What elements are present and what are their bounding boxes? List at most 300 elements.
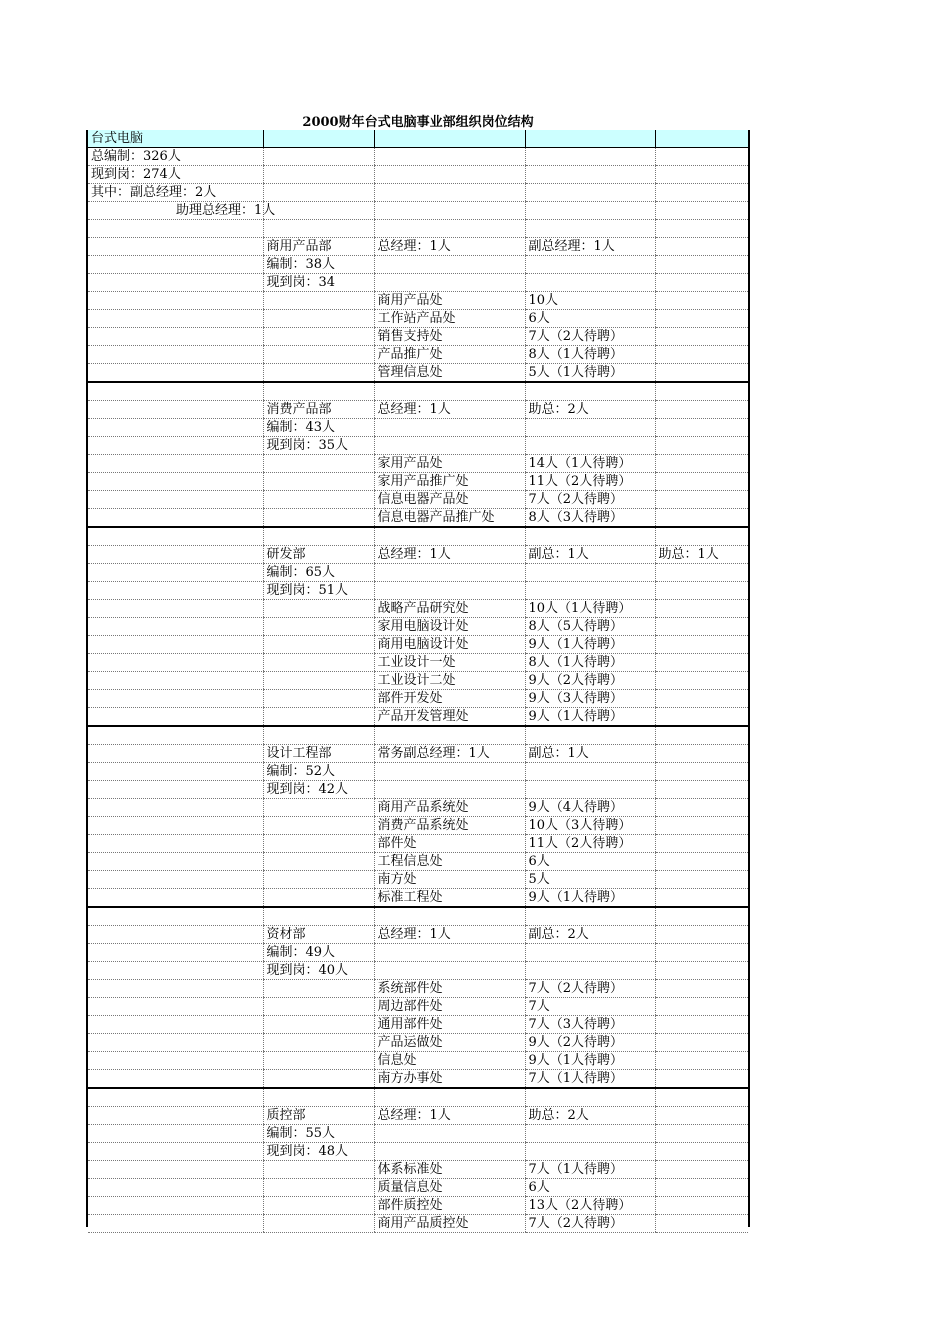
office-headcount: 13人（2人待聘） xyxy=(525,1197,655,1215)
office-headcount: 5人 xyxy=(525,871,655,889)
department-row xyxy=(88,564,748,582)
empty-cell xyxy=(525,781,655,799)
leader-primary: 总经理：1人 xyxy=(374,926,525,944)
office-row xyxy=(88,1016,748,1034)
office-row xyxy=(88,1179,748,1197)
empty-cell xyxy=(88,527,263,546)
empty-cell xyxy=(525,1143,655,1161)
empty-cell xyxy=(655,184,748,202)
empty-cell xyxy=(88,1034,263,1052)
summary-row xyxy=(88,184,748,202)
office-name: 工程信息处 xyxy=(374,853,525,871)
office-name: 商用产品质控处 xyxy=(374,1215,525,1233)
empty-cell xyxy=(655,1034,748,1052)
empty-cell xyxy=(263,726,374,745)
office-name: 商用产品系统处 xyxy=(374,799,525,817)
office-name: 家用电脑设计处 xyxy=(374,618,525,636)
total-staffing: 总编制：326人 xyxy=(88,148,263,166)
office-row xyxy=(88,889,748,908)
empty-cell xyxy=(655,980,748,998)
spacer-row xyxy=(88,1088,748,1107)
empty-cell xyxy=(655,1016,748,1034)
office-row xyxy=(88,1197,748,1215)
office-headcount: 10人（1人待聘） xyxy=(525,600,655,618)
empty-cell xyxy=(263,130,374,148)
empty-cell xyxy=(655,527,748,546)
office-headcount: 10人 xyxy=(525,292,655,310)
department-staffing: 编制：65人 xyxy=(263,564,374,582)
empty-cell xyxy=(655,582,748,600)
empty-cell xyxy=(655,835,748,853)
department-row xyxy=(88,256,748,274)
empty-cell xyxy=(655,166,748,184)
empty-cell xyxy=(88,382,263,401)
empty-cell xyxy=(374,202,525,220)
office-headcount: 7人 xyxy=(525,998,655,1016)
department-row xyxy=(88,1125,748,1143)
empty-cell xyxy=(88,455,263,473)
empty-cell xyxy=(374,130,525,148)
department-row xyxy=(88,419,748,437)
empty-cell xyxy=(655,473,748,491)
empty-cell xyxy=(525,1125,655,1143)
empty-cell xyxy=(655,419,748,437)
empty-cell xyxy=(525,166,655,184)
empty-cell xyxy=(263,509,374,528)
leader-secondary: 副总：1人 xyxy=(525,546,655,564)
empty-cell xyxy=(655,799,748,817)
empty-cell xyxy=(655,636,748,654)
empty-cell xyxy=(655,382,748,401)
empty-cell xyxy=(655,220,748,238)
office-name: 信息处 xyxy=(374,1052,525,1070)
leader-secondary: 助总：2人 xyxy=(525,1107,655,1125)
empty-cell xyxy=(88,636,263,654)
empty-cell xyxy=(374,220,525,238)
empty-cell xyxy=(374,527,525,546)
empty-cell xyxy=(525,944,655,962)
department-name: 商用产品部 xyxy=(263,238,374,256)
empty-cell xyxy=(88,726,263,745)
empty-cell xyxy=(88,817,263,835)
empty-cell xyxy=(263,491,374,509)
empty-cell xyxy=(374,763,525,781)
office-headcount: 7人（1人待聘） xyxy=(525,1161,655,1179)
office-name: 战略产品研究处 xyxy=(374,600,525,618)
empty-cell xyxy=(263,184,374,202)
empty-cell xyxy=(655,944,748,962)
empty-cell xyxy=(88,564,263,582)
empty-cell xyxy=(655,1070,748,1089)
empty-cell xyxy=(88,491,263,509)
department-row xyxy=(88,401,748,419)
empty-cell xyxy=(88,708,263,727)
office-row xyxy=(88,799,748,817)
empty-cell xyxy=(88,1125,263,1143)
empty-cell xyxy=(525,202,655,220)
empty-cell xyxy=(655,130,748,148)
office-row xyxy=(88,509,748,528)
department-row xyxy=(88,926,748,944)
office-name: 部件处 xyxy=(374,835,525,853)
empty-cell xyxy=(88,419,263,437)
empty-cell xyxy=(88,600,263,618)
office-row xyxy=(88,980,748,998)
empty-cell xyxy=(655,564,748,582)
office-row xyxy=(88,618,748,636)
empty-cell xyxy=(263,636,374,654)
department-onboard: 现到岗：51人 xyxy=(263,582,374,600)
empty-cell xyxy=(655,491,748,509)
empty-cell xyxy=(88,1143,263,1161)
spacer-row xyxy=(88,907,748,926)
empty-cell xyxy=(263,1197,374,1215)
empty-cell xyxy=(525,527,655,546)
office-name: 部件质控处 xyxy=(374,1197,525,1215)
office-name: 家用产品推广处 xyxy=(374,473,525,491)
office-headcount: 7人（1人待聘） xyxy=(525,1070,655,1089)
empty-cell xyxy=(525,726,655,745)
empty-cell xyxy=(88,1070,263,1089)
office-row xyxy=(88,1052,748,1070)
empty-cell xyxy=(374,582,525,600)
empty-cell xyxy=(525,1088,655,1107)
vice-gm-count: 其中：副总经理：2人 xyxy=(88,184,263,202)
leader-tertiary: 助总：1人 xyxy=(655,546,748,564)
empty-cell xyxy=(374,726,525,745)
empty-cell xyxy=(655,708,748,727)
office-row xyxy=(88,853,748,871)
empty-cell xyxy=(88,582,263,600)
office-name: 管理信息处 xyxy=(374,364,525,383)
office-row xyxy=(88,672,748,690)
office-headcount: 9人（1人待聘） xyxy=(525,889,655,908)
empty-cell xyxy=(374,1088,525,1107)
empty-cell xyxy=(655,256,748,274)
empty-cell xyxy=(655,962,748,980)
department-row xyxy=(88,763,748,781)
empty-cell xyxy=(263,1052,374,1070)
empty-cell xyxy=(263,708,374,727)
empty-cell xyxy=(525,582,655,600)
empty-cell xyxy=(88,654,263,672)
department-name: 研发部 xyxy=(263,546,374,564)
empty-cell xyxy=(525,220,655,238)
leader-tertiary xyxy=(655,926,748,944)
empty-cell xyxy=(655,726,748,745)
empty-cell xyxy=(88,871,263,889)
department-name: 质控部 xyxy=(263,1107,374,1125)
office-name: 质量信息处 xyxy=(374,1179,525,1197)
empty-cell xyxy=(374,962,525,980)
office-headcount: 8人（5人待聘） xyxy=(525,618,655,636)
empty-cell xyxy=(263,799,374,817)
empty-cell xyxy=(263,600,374,618)
office-row xyxy=(88,690,748,708)
office-name: 体系标准处 xyxy=(374,1161,525,1179)
leader-tertiary xyxy=(655,401,748,419)
empty-cell xyxy=(655,618,748,636)
empty-cell xyxy=(88,1161,263,1179)
department-name: 资材部 xyxy=(263,926,374,944)
total-onboard: 现到岗：274人 xyxy=(88,166,263,184)
empty-cell xyxy=(88,763,263,781)
office-name: 商用产品处 xyxy=(374,292,525,310)
empty-cell xyxy=(88,1052,263,1070)
summary-row xyxy=(88,202,748,220)
office-headcount: 8人（1人待聘） xyxy=(525,346,655,364)
department-name: 消费产品部 xyxy=(263,401,374,419)
empty-cell xyxy=(88,944,263,962)
department-row xyxy=(88,582,748,600)
office-name: 产品运做处 xyxy=(374,1034,525,1052)
office-headcount: 6人 xyxy=(525,310,655,328)
empty-cell xyxy=(374,256,525,274)
department-name: 设计工程部 xyxy=(263,745,374,763)
empty-cell xyxy=(263,1034,374,1052)
empty-cell xyxy=(655,1197,748,1215)
office-headcount: 7人（2人待聘） xyxy=(525,328,655,346)
spacer-row xyxy=(88,527,748,546)
empty-cell xyxy=(655,1125,748,1143)
office-name: 家用产品处 xyxy=(374,455,525,473)
office-row xyxy=(88,600,748,618)
assistant-gm-count: 助理总经理：1人 xyxy=(88,202,263,220)
office-row xyxy=(88,328,748,346)
office-name: 商用电脑设计处 xyxy=(374,636,525,654)
empty-cell xyxy=(88,256,263,274)
empty-cell xyxy=(655,690,748,708)
office-row xyxy=(88,473,748,491)
office-name: 南方处 xyxy=(374,871,525,889)
empty-cell xyxy=(655,455,748,473)
department-onboard: 现到岗：42人 xyxy=(263,781,374,799)
empty-cell xyxy=(263,618,374,636)
empty-cell xyxy=(88,672,263,690)
office-row xyxy=(88,310,748,328)
empty-cell xyxy=(655,148,748,166)
empty-cell xyxy=(655,907,748,926)
empty-cell xyxy=(263,889,374,908)
department-row xyxy=(88,745,748,763)
empty-cell xyxy=(88,220,263,238)
department-onboard: 现到岗：34 xyxy=(263,274,374,292)
empty-cell xyxy=(263,328,374,346)
department-staffing: 编制：38人 xyxy=(263,256,374,274)
empty-cell xyxy=(374,437,525,455)
department-staffing: 编制：55人 xyxy=(263,1125,374,1143)
office-name: 信息电器产品处 xyxy=(374,491,525,509)
office-row xyxy=(88,364,748,383)
empty-cell xyxy=(655,310,748,328)
leader-tertiary xyxy=(655,238,748,256)
office-row xyxy=(88,1215,748,1233)
empty-cell xyxy=(374,382,525,401)
empty-cell xyxy=(655,292,748,310)
leader-secondary: 副总：2人 xyxy=(525,926,655,944)
department-onboard: 现到岗：40人 xyxy=(263,962,374,980)
empty-cell xyxy=(263,473,374,491)
empty-cell xyxy=(374,274,525,292)
empty-cell xyxy=(263,871,374,889)
office-name: 标准工程处 xyxy=(374,889,525,908)
empty-cell xyxy=(525,382,655,401)
office-name: 周边部件处 xyxy=(374,998,525,1016)
office-headcount: 11人（2人待聘） xyxy=(525,473,655,491)
leader-secondary: 副总经理：1人 xyxy=(525,238,655,256)
office-row xyxy=(88,998,748,1016)
empty-cell xyxy=(263,998,374,1016)
empty-cell xyxy=(374,564,525,582)
empty-cell xyxy=(655,1143,748,1161)
leader-primary: 总经理：1人 xyxy=(374,238,525,256)
empty-cell xyxy=(88,292,263,310)
department-row xyxy=(88,437,748,455)
department-staffing: 编制：43人 xyxy=(263,419,374,437)
office-row xyxy=(88,708,748,727)
empty-cell xyxy=(374,419,525,437)
department-row xyxy=(88,944,748,962)
empty-cell xyxy=(263,382,374,401)
department-row xyxy=(88,546,748,564)
sheet-title: 2000财年台式电脑事业部组织岗位结构 xyxy=(302,115,534,130)
office-headcount: 5人（1人待聘） xyxy=(525,364,655,383)
empty-cell xyxy=(88,926,263,944)
office-headcount: 9人（4人待聘） xyxy=(525,799,655,817)
leader-secondary: 助总：2人 xyxy=(525,401,655,419)
empty-cell xyxy=(88,1215,263,1233)
empty-cell xyxy=(525,564,655,582)
empty-cell xyxy=(263,980,374,998)
office-row xyxy=(88,1070,748,1089)
empty-cell xyxy=(374,781,525,799)
leader-tertiary xyxy=(655,745,748,763)
empty-cell xyxy=(88,745,263,763)
office-row xyxy=(88,817,748,835)
empty-cell xyxy=(655,346,748,364)
empty-cell xyxy=(655,871,748,889)
empty-cell xyxy=(655,1215,748,1233)
office-row xyxy=(88,835,748,853)
empty-cell xyxy=(374,944,525,962)
empty-cell xyxy=(263,1016,374,1034)
spacer-row xyxy=(88,220,748,238)
empty-cell xyxy=(525,130,655,148)
empty-cell xyxy=(88,401,263,419)
empty-cell xyxy=(655,437,748,455)
office-headcount: 7人（2人待聘） xyxy=(525,980,655,998)
empty-cell xyxy=(525,274,655,292)
office-name: 部件开发处 xyxy=(374,690,525,708)
empty-cell xyxy=(525,763,655,781)
empty-cell xyxy=(88,781,263,799)
office-name: 产品推广处 xyxy=(374,346,525,364)
empty-cell xyxy=(88,907,263,926)
empty-cell xyxy=(374,184,525,202)
empty-cell xyxy=(263,1070,374,1089)
empty-cell xyxy=(88,274,263,292)
empty-cell xyxy=(374,166,525,184)
empty-cell xyxy=(655,817,748,835)
empty-cell xyxy=(655,853,748,871)
empty-cell xyxy=(525,437,655,455)
office-name: 工业设计二处 xyxy=(374,672,525,690)
empty-cell xyxy=(263,835,374,853)
empty-cell xyxy=(655,1161,748,1179)
department-row xyxy=(88,962,748,980)
empty-cell xyxy=(655,202,748,220)
office-headcount: 6人 xyxy=(525,1179,655,1197)
leader-tertiary xyxy=(655,1107,748,1125)
office-row xyxy=(88,871,748,889)
empty-cell xyxy=(655,1052,748,1070)
office-headcount: 14人（1人待聘） xyxy=(525,455,655,473)
empty-cell xyxy=(263,527,374,546)
office-row xyxy=(88,654,748,672)
office-name: 通用部件处 xyxy=(374,1016,525,1034)
department-staffing: 编制：52人 xyxy=(263,763,374,781)
empty-cell xyxy=(374,907,525,926)
office-headcount: 9人（1人待聘） xyxy=(525,636,655,654)
empty-cell xyxy=(655,781,748,799)
empty-cell xyxy=(263,455,374,473)
empty-cell xyxy=(263,907,374,926)
office-headcount: 8人（1人待聘） xyxy=(525,654,655,672)
office-headcount: 8人（3人待聘） xyxy=(525,509,655,528)
office-row xyxy=(88,1161,748,1179)
department-staffing: 编制：49人 xyxy=(263,944,374,962)
leader-secondary: 副总：1人 xyxy=(525,745,655,763)
empty-cell xyxy=(88,509,263,528)
org-table xyxy=(88,130,748,1233)
empty-cell xyxy=(263,1215,374,1233)
empty-cell xyxy=(88,238,263,256)
empty-cell xyxy=(263,690,374,708)
empty-cell xyxy=(88,1179,263,1197)
office-row xyxy=(88,636,748,654)
spacer-row xyxy=(88,382,748,401)
office-name: 消费产品系统处 xyxy=(374,817,525,835)
summary-row xyxy=(88,148,748,166)
empty-cell xyxy=(88,690,263,708)
empty-cell xyxy=(655,889,748,908)
empty-cell xyxy=(525,184,655,202)
empty-cell xyxy=(88,364,263,383)
empty-cell xyxy=(88,835,263,853)
spacer-row xyxy=(88,726,748,745)
office-headcount: 9人（1人待聘） xyxy=(525,1052,655,1070)
org-sheet xyxy=(86,130,750,1231)
office-headcount: 7人（2人待聘） xyxy=(525,491,655,509)
office-row xyxy=(88,1034,748,1052)
leader-primary: 常务副总经理：1人 xyxy=(374,745,525,763)
empty-cell xyxy=(525,419,655,437)
division-name: 台式电脑 xyxy=(88,130,263,148)
empty-cell xyxy=(525,907,655,926)
office-row xyxy=(88,292,748,310)
department-row xyxy=(88,1143,748,1161)
empty-cell xyxy=(655,654,748,672)
empty-cell xyxy=(88,1107,263,1125)
empty-cell xyxy=(374,1143,525,1161)
office-row xyxy=(88,346,748,364)
office-headcount: 7人（3人待聘） xyxy=(525,1016,655,1034)
empty-cell xyxy=(655,1088,748,1107)
empty-cell xyxy=(88,1197,263,1215)
office-headcount: 10人（3人待聘） xyxy=(525,817,655,835)
leader-primary: 总经理：1人 xyxy=(374,401,525,419)
empty-cell xyxy=(88,546,263,564)
